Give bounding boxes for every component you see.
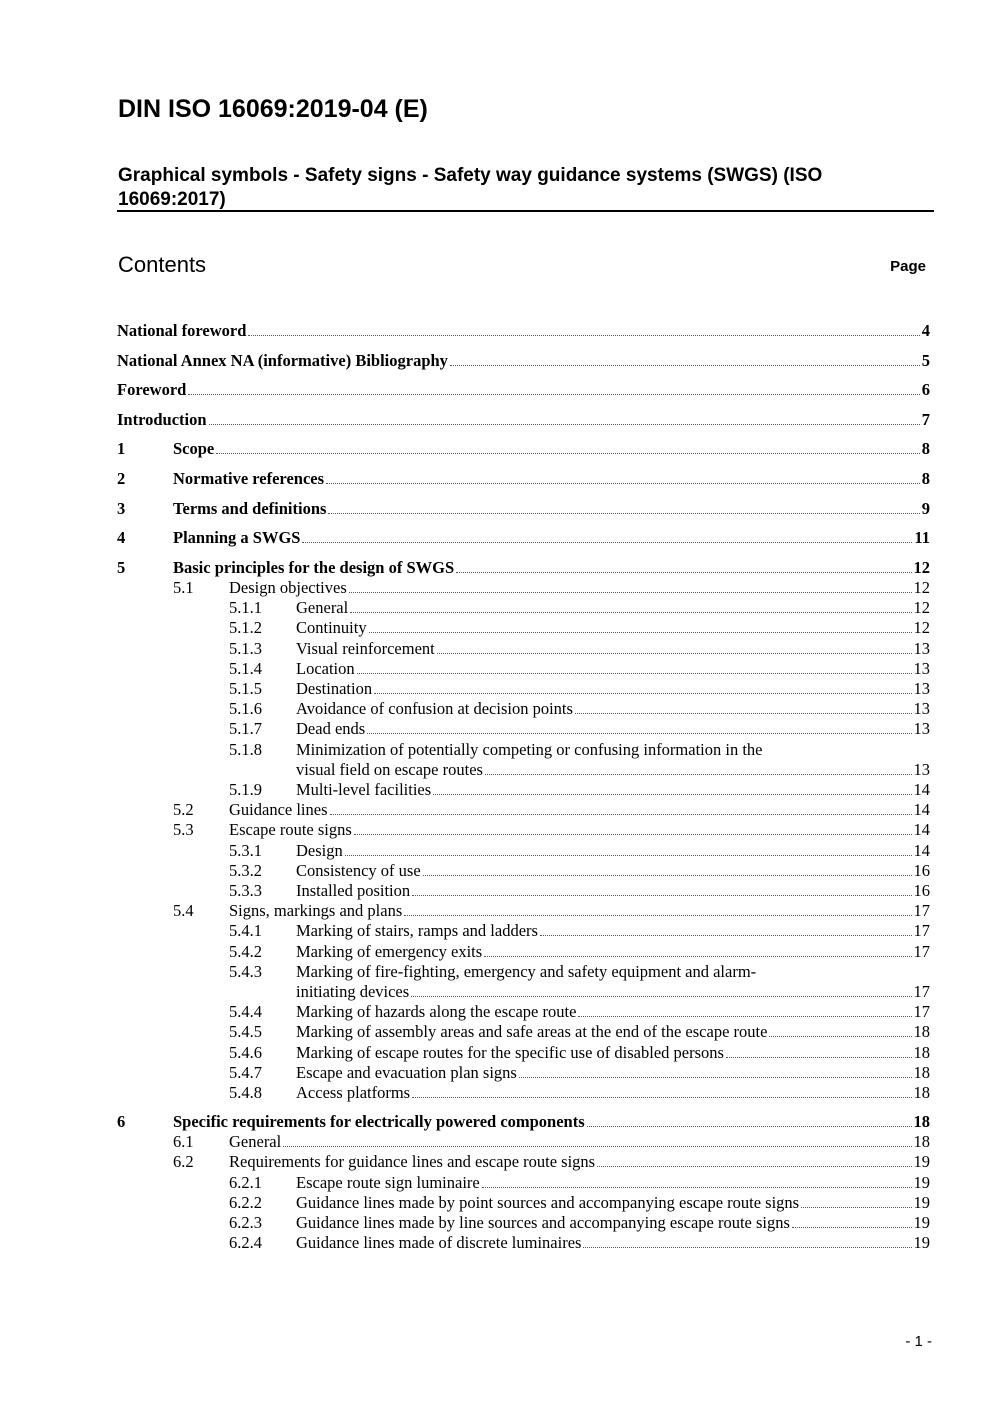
toc-entry-number: 5.3.1 xyxy=(229,840,262,860)
toc-entry-page: 17 xyxy=(913,982,930,1001)
toc-entry-number: 2 xyxy=(117,469,126,488)
toc-entry[interactable] xyxy=(117,528,930,548)
toc-entry-title: Escape route signs xyxy=(229,820,352,840)
toc-entry-page: 18 xyxy=(913,1042,930,1062)
toc-entry-number: 5.1.6 xyxy=(229,699,262,719)
toc-entry-page: 14 xyxy=(913,820,930,840)
toc-entry[interactable] xyxy=(117,1002,930,1022)
toc-entry-title: Specific requirements for electrically powered components xyxy=(173,1112,585,1131)
dot-leader xyxy=(519,1063,912,1078)
toc-entry[interactable] xyxy=(117,1022,930,1042)
toc-entry-page: 13 xyxy=(913,699,930,719)
toc-entry-number: 5.1.7 xyxy=(229,719,262,739)
toc-entry[interactable] xyxy=(117,1173,930,1193)
toc-entry-title: Planning a SWGS xyxy=(173,528,301,548)
toc-entry-page: 16 xyxy=(913,860,930,880)
toc-entry-number: 3 xyxy=(117,498,126,518)
toc-entry-page: 16 xyxy=(913,881,930,900)
toc-entry-number: 5.4.5 xyxy=(229,1022,262,1042)
dot-leader xyxy=(437,639,912,654)
toc-entry-page: 9 xyxy=(921,498,930,518)
toc-entry-title: Guidance lines xyxy=(229,800,328,820)
toc-entry-page: 14 xyxy=(913,840,930,860)
toc-entry-number: 5.4.3 xyxy=(229,961,262,981)
dot-leader xyxy=(216,439,920,454)
dot-leader xyxy=(792,1213,912,1228)
toc-entry-page: 13 xyxy=(913,719,930,739)
toc-entry-title: General xyxy=(296,598,349,618)
toc-entry-page: 13 xyxy=(913,638,930,658)
toc-entry-title: Terms and definitions xyxy=(173,498,327,518)
document-title: DIN ISO 16069:2019-04 (E) xyxy=(118,95,428,123)
toc-entry-page: 11 xyxy=(914,528,930,548)
toc-entry-title: Signs, markings and plans xyxy=(229,901,403,921)
toc-entry-title: visual field on escape routes xyxy=(296,759,483,779)
toc-entry-number: 6.2.1 xyxy=(229,1172,262,1192)
dot-leader xyxy=(188,380,919,395)
toc-entry-number: 5.4 xyxy=(173,901,194,921)
toc-entry-page: 19 xyxy=(913,1152,930,1172)
toc-entry-page: 12 xyxy=(913,578,930,597)
toc-entry-title: Marking of assembly areas and safe areas at the end of the escape route xyxy=(296,1022,768,1042)
dot-leader xyxy=(575,699,912,714)
toc-entry-number: 4 xyxy=(117,528,126,548)
toc-entry-title: Design objectives xyxy=(229,578,347,597)
toc-entry[interactable] xyxy=(117,618,930,638)
dot-leader xyxy=(597,1152,911,1167)
dot-leader xyxy=(450,351,920,366)
toc-entry-page: 14 xyxy=(913,780,930,799)
dot-leader xyxy=(330,800,912,815)
toc-entry-title: Scope xyxy=(173,439,215,459)
toc-entry[interactable] xyxy=(117,439,930,459)
toc-entry-title: Marking of fire-fighting, emergency and safety equipment and alarm- xyxy=(296,961,757,981)
toc-entry[interactable] xyxy=(117,760,930,780)
dot-leader xyxy=(456,558,911,573)
dot-leader xyxy=(726,1043,912,1058)
dot-leader xyxy=(354,820,912,835)
document-subtitle: Graphical symbols - Safety signs - Safety way guidance systems (SWGS) (ISO 16069:2017) xyxy=(118,165,823,210)
dot-leader xyxy=(369,618,912,633)
toc-entry[interactable] xyxy=(117,901,930,921)
toc-entry-title: Installed position xyxy=(296,881,411,900)
toc-entry-page: 13 xyxy=(913,658,930,678)
toc-entry-title: Marking of stairs, ramps and ladders xyxy=(296,921,538,941)
toc-entry[interactable] xyxy=(117,1083,930,1103)
toc-entry[interactable] xyxy=(117,1193,930,1213)
dot-leader xyxy=(411,982,911,997)
toc-entry[interactable] xyxy=(117,982,930,1002)
toc-entry-number: 6.2.3 xyxy=(229,1213,262,1232)
toc-entry-page: 6 xyxy=(921,380,930,400)
toc-entry-title: initiating devices xyxy=(296,982,410,1001)
dot-leader xyxy=(374,679,911,694)
dot-leader xyxy=(404,901,911,916)
toc-entry-title: Marking of escape routes for the specific use of disabled persons xyxy=(296,1042,724,1062)
dot-leader xyxy=(540,921,912,936)
toc-entry-number: 6 xyxy=(117,1112,126,1131)
toc-entry[interactable] xyxy=(117,499,930,519)
toc-entry-page: 18 xyxy=(913,1062,930,1082)
toc-entry[interactable] xyxy=(117,719,930,739)
toc-entry-page: 18 xyxy=(913,1132,930,1152)
dot-leader xyxy=(412,1083,911,1098)
toc-entry-page: 18 xyxy=(913,1083,930,1102)
toc-entry-page: 13 xyxy=(913,759,930,779)
dot-leader xyxy=(283,1132,911,1147)
dot-leader xyxy=(423,861,912,876)
page-number: - 1 - xyxy=(905,1333,932,1350)
toc-entry[interactable] xyxy=(117,351,930,371)
page-column-label: Page xyxy=(890,258,926,275)
title-divider xyxy=(117,210,934,212)
toc-entry[interactable] xyxy=(117,659,930,679)
dot-leader xyxy=(482,1173,912,1188)
toc-entry-number: 5.1.8 xyxy=(229,739,262,759)
toc-entry-number: 5.1.1 xyxy=(229,598,262,618)
toc-entry-page: 19 xyxy=(913,1172,930,1192)
toc-entry[interactable] xyxy=(117,820,930,840)
toc-entry-page: 12 xyxy=(913,557,930,577)
toc-entry-number: 5.2 xyxy=(173,800,194,820)
toc-entry-number: 5.1.5 xyxy=(229,679,262,698)
dot-leader xyxy=(248,321,919,336)
toc-entry-number: 6.2 xyxy=(173,1152,194,1172)
dot-leader xyxy=(801,1193,911,1208)
toc-entry-title: Consistency of use xyxy=(296,860,421,880)
toc-entry[interactable] xyxy=(117,861,930,881)
toc-entry-page: 5 xyxy=(921,350,930,370)
toc-entry[interactable] xyxy=(117,639,930,659)
toc-entry-title: Foreword xyxy=(117,380,187,400)
toc-entry[interactable] xyxy=(117,1063,930,1083)
toc-entry[interactable] xyxy=(117,1233,930,1253)
toc-entry-title: Introduction xyxy=(117,409,207,429)
toc-entry-number: 6.1 xyxy=(173,1132,194,1152)
toc-entry-number: 5.4.2 xyxy=(229,941,262,961)
dot-leader xyxy=(583,1233,911,1248)
toc-entry-number: 5.3.2 xyxy=(229,860,262,880)
toc-entry-title: Location xyxy=(296,658,355,678)
toc-entry-page: 13 xyxy=(913,679,930,698)
dot-leader xyxy=(367,719,911,734)
toc-entry-page: 12 xyxy=(913,598,930,618)
dot-leader xyxy=(302,528,912,543)
dot-leader xyxy=(349,578,912,593)
toc-entry-title: Multi-level facilities xyxy=(296,780,432,799)
toc-entry-number: 1 xyxy=(117,439,126,459)
toc-entry-title: Visual reinforcement xyxy=(296,638,435,658)
dot-leader xyxy=(326,469,920,484)
contents-heading: Contents xyxy=(118,252,207,277)
toc-entry[interactable] xyxy=(117,921,930,941)
toc-entry-number: 5.1.3 xyxy=(229,638,262,658)
toc-entry-title: Basic principles for the design of SWGS xyxy=(173,557,455,577)
dot-leader xyxy=(412,881,911,896)
toc-entry[interactable] xyxy=(117,800,930,820)
toc-entry-title: Avoidance of confusion at decision points xyxy=(296,699,573,719)
toc-entry[interactable] xyxy=(117,1152,930,1172)
dot-leader xyxy=(357,659,912,674)
toc-entry-title: Escape route sign luminaire xyxy=(296,1172,480,1192)
toc-entry-number: 5.4.6 xyxy=(229,1042,262,1062)
toc-entry-page: 17 xyxy=(913,901,930,921)
toc-entry[interactable] xyxy=(117,881,930,901)
toc-entry[interactable] xyxy=(117,699,930,719)
toc-entry-title: Destination xyxy=(296,679,373,698)
toc-entry[interactable] xyxy=(117,598,930,618)
dot-leader xyxy=(350,598,911,613)
toc-entry[interactable] xyxy=(117,578,930,598)
toc-entry-page: 19 xyxy=(913,1233,930,1253)
toc-entry[interactable] xyxy=(117,1043,930,1063)
toc-entry-title: Guidance lines made by line sources and accompanying escape route signs xyxy=(296,1213,790,1232)
toc-entry-title: Marking of hazards along the escape route xyxy=(296,1002,577,1022)
toc-entry-number: 5.4.4 xyxy=(229,1002,262,1022)
toc-entry-title: Guidance lines made by point sources and accompanying escape route signs xyxy=(296,1192,800,1212)
toc-entry[interactable] xyxy=(117,740,930,760)
toc-entry[interactable] xyxy=(117,558,930,578)
toc-entry-title: Normative references xyxy=(173,469,325,488)
dot-leader xyxy=(485,760,912,775)
toc-entry-page: 18 xyxy=(913,1112,930,1131)
toc-entry-title: Continuity xyxy=(296,618,367,638)
dot-leader xyxy=(484,942,911,957)
toc-entry-number: 5.1.2 xyxy=(229,618,262,638)
toc-entry-number: 5.3 xyxy=(173,820,194,840)
toc-entry-number: 6.2.2 xyxy=(229,1192,262,1212)
toc-entry-title: Escape and evacuation plan signs xyxy=(296,1062,517,1082)
toc-entry-number: 5.4.8 xyxy=(229,1083,262,1102)
toc-entry-title: Access platforms xyxy=(296,1083,411,1102)
toc-entry[interactable] xyxy=(117,321,930,341)
toc-entry-page: 12 xyxy=(913,618,930,638)
toc-entry[interactable] xyxy=(117,1112,930,1132)
dot-leader xyxy=(578,1002,911,1017)
dot-leader xyxy=(433,780,911,795)
toc-entry-page: 8 xyxy=(921,469,930,488)
toc-entry[interactable] xyxy=(117,380,930,400)
dot-leader xyxy=(587,1112,912,1127)
toc-entry[interactable] xyxy=(117,1213,930,1233)
toc-entry[interactable] xyxy=(117,410,930,430)
toc-entry-page: 17 xyxy=(913,921,930,941)
toc-entry[interactable] xyxy=(117,1132,930,1152)
toc-entry-number: 5.1.9 xyxy=(229,780,262,799)
toc-entry-page: 17 xyxy=(913,1002,930,1022)
toc-entry[interactable] xyxy=(117,962,930,982)
toc-entry-title: Design xyxy=(296,840,343,860)
toc-entry-title: Requirements for guidance lines and escape route signs xyxy=(229,1152,596,1172)
toc-entry-page: 7 xyxy=(921,409,930,429)
dot-leader xyxy=(345,841,912,856)
toc-entry-number: 5.3.3 xyxy=(229,881,262,900)
toc-entry-page: 18 xyxy=(913,1022,930,1042)
toc-entry-title: National foreword xyxy=(117,321,247,340)
toc-entry-title: Guidance lines made of discrete luminaires xyxy=(296,1233,582,1253)
toc-entry[interactable] xyxy=(117,679,930,699)
toc-entry-title: National Annex NA (informative) Bibliography xyxy=(117,350,448,370)
toc-entry-title: Marking of emergency exits xyxy=(296,941,483,961)
toc-entry-page: 14 xyxy=(913,800,930,820)
toc-entry-page: 19 xyxy=(913,1213,930,1232)
toc-entry-number: 5.4.1 xyxy=(229,921,262,941)
toc-entry-number: 6.2.4 xyxy=(229,1233,262,1253)
toc-entry-number: 5.1.4 xyxy=(229,658,262,678)
toc-entry-title: Minimization of potentially competing or confusing information in the xyxy=(296,739,763,759)
toc-entry-page: 4 xyxy=(921,321,930,340)
dot-leader xyxy=(209,410,920,425)
toc-entry-number: 5.1 xyxy=(173,578,194,597)
dot-leader xyxy=(328,499,919,514)
toc-entry[interactable] xyxy=(117,841,930,861)
toc-entry[interactable] xyxy=(117,780,930,800)
toc-entry[interactable] xyxy=(117,942,930,962)
toc-entry[interactable] xyxy=(117,469,930,489)
toc-entry-title: General xyxy=(229,1132,282,1152)
toc-entry-number: 5.4.7 xyxy=(229,1062,262,1082)
dot-leader xyxy=(769,1022,911,1037)
toc-entry-page: 19 xyxy=(913,1192,930,1212)
toc-entry-page: 8 xyxy=(921,439,930,459)
toc-entry-number: 5 xyxy=(117,557,126,577)
toc-entry-title: Dead ends xyxy=(296,719,366,739)
toc-entry-page: 17 xyxy=(913,941,930,961)
